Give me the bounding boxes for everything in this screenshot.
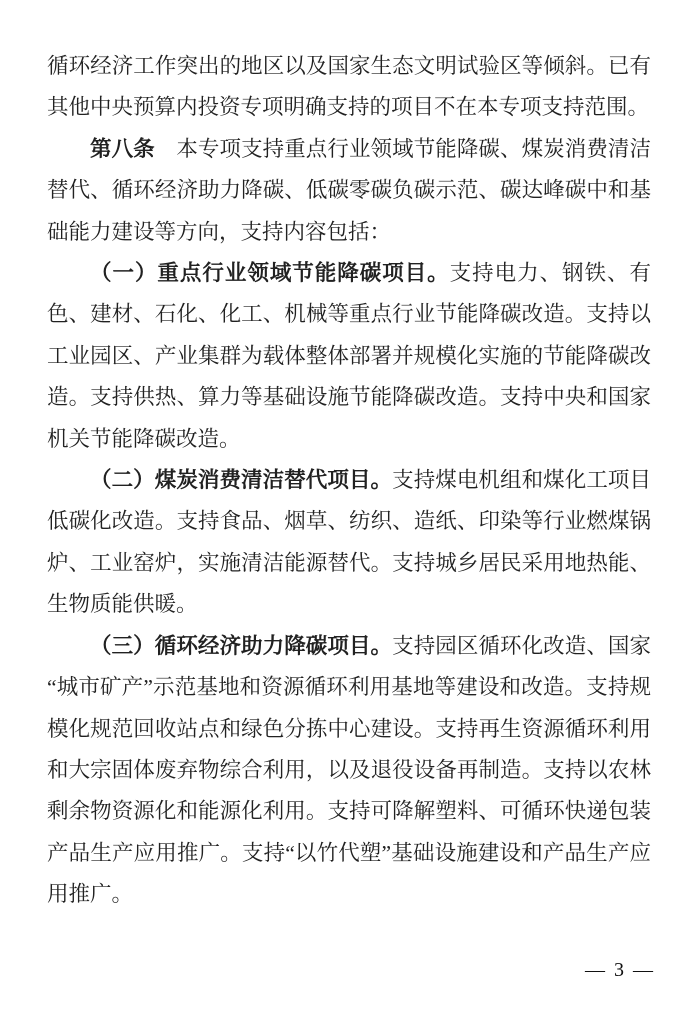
paragraph (47, 46, 651, 129)
paragraph-lead-bold: 第八条 (90, 136, 155, 161)
paragraph-lead-bold: （一）重点行业领域节能降碳项目。 (90, 261, 450, 286)
paragraph (47, 253, 651, 460)
paragraph (47, 626, 651, 916)
paragraph-lead-bold: （二）煤炭消费清洁替代项目。 (90, 468, 393, 493)
paragraph-text: 循环经济工作突出的地区以及国家生态文明试验区等倾斜。已有其他中央预算内投资专项明确支持的项目不在本专项支持范围。 (47, 54, 651, 120)
paragraph-text: 支持园区循环化改造、国家“城市矿产”示范基地和资源循环利用基地等建设和改造。支持规模化规范回收站点和绿色分拣中心建设。支持再生资源循环利用和大宗固体废弃物综合利用，以及退役设备再制造。支持以农林剩余物资源化和能源化利用。支持可降解塑料、可循环快递包装产品生产应用推广。支持“以竹代塑”基础设施建设和产品生产应用推广。 (47, 633, 651, 907)
document-body (47, 46, 651, 916)
paragraph (47, 460, 651, 626)
page-number: — 3 — (585, 959, 655, 981)
paragraph-lead-bold: （三）循环经济助力降碳项目。 (90, 633, 393, 658)
paragraph (47, 129, 651, 253)
paragraph-text: 本专项支持重点行业领域节能降碳、煤炭消费清洁替代、循环经济助力降碳、低碳零碳负碳示范、碳达峰碳中和基础能力建设等方向，支持内容包括： (47, 136, 651, 244)
paragraph-text: 支持煤电机组和煤化工项目低碳化改造。支持食品、烟草、纺织、造纸、印染等行业燃煤锅炉、工业窑炉，实施清洁能源替代。支持城乡居民采用地热能、生物质能供暖。 (47, 468, 651, 617)
paragraph-text: 支持电力、钢铁、有色、建材、石化、化工、机械等重点行业节能降碳改造。支持以工业园区、产业集群为载体整体部署并规模化实施的节能降碳改造。支持供热、算力等基础设施节能降碳改造。支持中央和国家机关节能降碳改造。 (47, 261, 651, 451)
